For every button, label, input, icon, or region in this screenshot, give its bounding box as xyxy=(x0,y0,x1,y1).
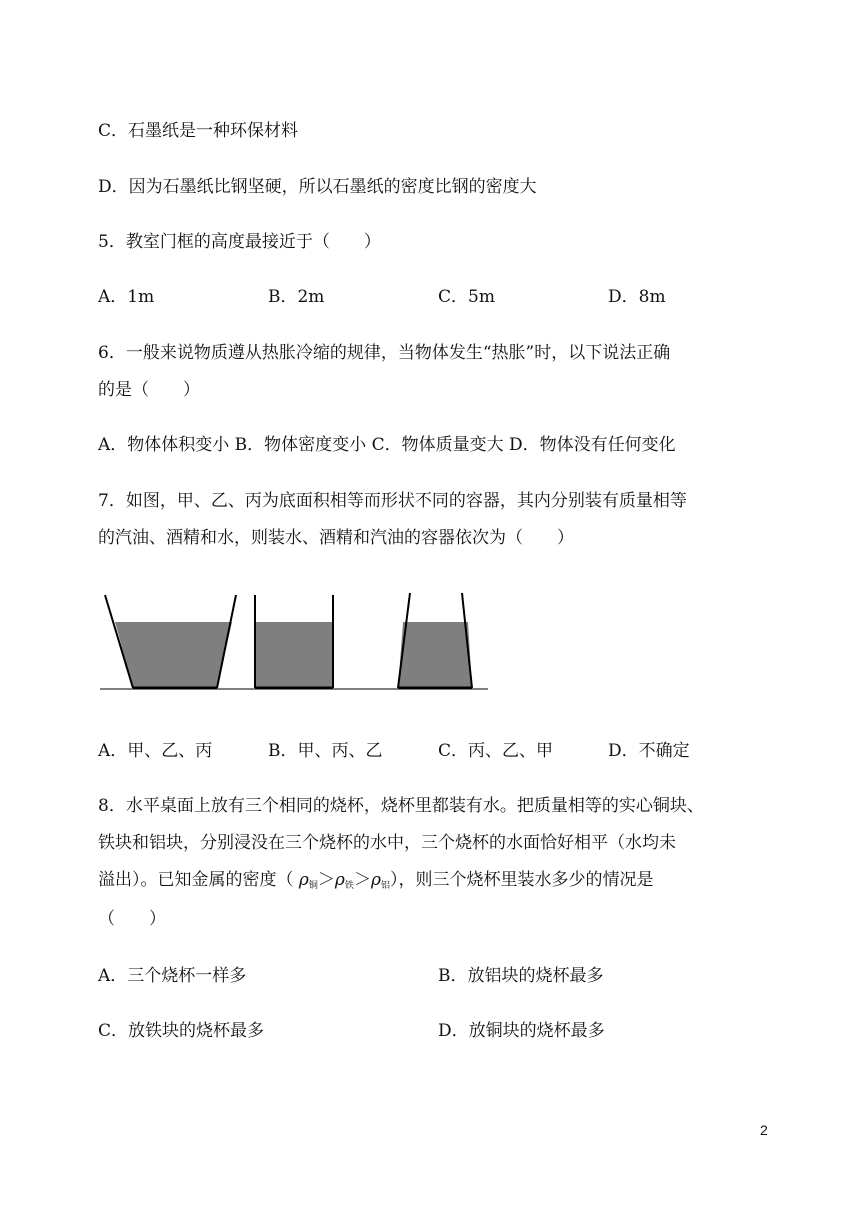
q7-option-a: A．甲、乙、丙 xyxy=(98,741,213,761)
q8-stem-line2: 铁块和铝块，分别浸没在三个烧杯的水中，三个烧杯的水面恰好相平（水均未 xyxy=(98,833,676,853)
q7-option-d: D．不确定 xyxy=(608,741,690,761)
q6-stem-line2: 的是（ ） xyxy=(98,380,200,400)
subscript-copper: 铜 xyxy=(308,881,318,891)
container-jia-liquid xyxy=(115,622,232,688)
q6-options: A．物体体积变小 B．物体密度变小 C．物体质量变大 D．物体没有任何变化 xyxy=(98,435,676,455)
q7-option-c: C．丙、乙、甲 xyxy=(438,741,554,761)
q8-option-d: D．放铜块的烧杯最多 xyxy=(438,1021,605,1041)
subscript-iron: 铁 xyxy=(344,881,354,891)
q7-containers-figure xyxy=(100,585,490,695)
q5-option-c: C．5m xyxy=(438,287,495,307)
q5-option-b: B．2m xyxy=(268,287,325,307)
q7-option-b: B．甲、丙、乙 xyxy=(268,741,383,761)
q5-stem: 5．教室门框的高度最接近于（ ） xyxy=(98,232,381,252)
container-bing-liquid xyxy=(398,622,472,688)
container-yi-liquid xyxy=(255,622,333,688)
page-number: 2 xyxy=(760,1122,768,1138)
q7-stem-line2: 的汽油、酒精和水，则装水、酒精和汽油的容器依次为（ ） xyxy=(98,528,574,548)
q8-option-c: C．放铁块的烧杯最多 xyxy=(98,1021,265,1041)
q5-option-a: A．1m xyxy=(98,287,155,307)
container-yi xyxy=(255,595,333,688)
q4-option-c: C．石墨纸是一种环保材料 xyxy=(98,121,299,141)
q5-option-d: D．8m xyxy=(608,287,666,307)
subscript-aluminum: 铝 xyxy=(380,881,390,891)
q8-stem-line4: （ ） xyxy=(98,909,166,929)
q8-option-b: B．放铝块的烧杯最多 xyxy=(438,966,604,986)
q8-stem-line1: 8．水平桌面上放有三个相同的烧杯，烧杯里都装有水。把质量相等的实心铜块、 xyxy=(98,796,704,816)
q4-option-d: D．因为石墨纸比钢坚硬，所以石墨纸的密度比钢的密度大 xyxy=(98,177,537,197)
q8-stem-line3: 溢出）。已知金属的密度（ $\rho_铜>\rho_铁>\rho_铝$），则三个烧杯里装水多少的情况是 xyxy=(98,870,654,891)
q6-stem-line1: 6．一般来说物质遵从热胀冷缩的规律，当物体发生“热胀”时，以下说法正确 xyxy=(98,343,671,363)
container-bing xyxy=(398,593,472,688)
q8-option-a: A．三个烧杯一样多 xyxy=(98,966,247,986)
container-jia xyxy=(105,595,236,688)
q7-stem-line1: 7．如图，甲、乙、丙为底面积相等而形状不同的容器，其内分别装有质量相等 xyxy=(98,491,687,511)
